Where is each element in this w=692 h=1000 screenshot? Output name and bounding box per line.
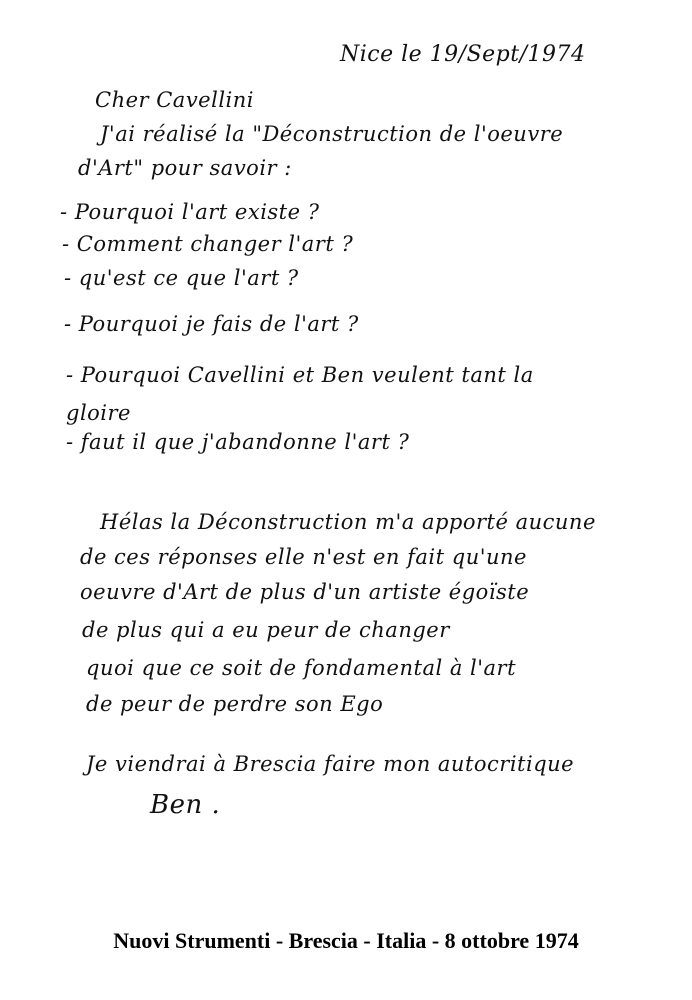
intro-line-1: J'ai réalisé la "Déconstruction de l'oeuvre bbox=[100, 122, 564, 146]
body-line: oeuvre d'Art de plus d'un artiste égoïste bbox=[80, 580, 530, 604]
body-line: Hélas la Déconstruction m'a apporté aucune bbox=[100, 510, 596, 534]
question-item: - qu'est ce que l'art ? bbox=[64, 266, 299, 290]
footer-caption: Nuovi Strumenti - Brescia - Italia - 8 ottobre 1974 bbox=[113, 928, 579, 953]
body-line: de ces réponses elle n'est en fait qu'une bbox=[80, 545, 527, 569]
salutation: Cher Cavellini bbox=[95, 88, 255, 112]
question-item: - Comment changer l'art ? bbox=[62, 232, 354, 256]
question-item: - Pourquoi je fais de l'art ? bbox=[64, 312, 359, 336]
question-item: - Pourquoi Cavellini et Ben veulent tant la gloire bbox=[66, 363, 534, 425]
question-item: - faut il que j'abandonne l'art ? bbox=[66, 430, 410, 454]
closing-line: Je viendrai à Brescia faire mon autocritique bbox=[86, 752, 575, 776]
letter-date: Nice le 19/Sept/1974 bbox=[340, 42, 586, 67]
body-line: de peur de perdre son Ego bbox=[86, 692, 384, 716]
body-line: quoi que ce soit de fondamental à l'art bbox=[86, 656, 517, 680]
intro-line-2: d'Art" pour savoir : bbox=[78, 156, 292, 180]
signature: Ben . bbox=[150, 790, 221, 820]
question-item: - Pourquoi l'art existe ? bbox=[60, 200, 320, 224]
body-line: de plus qui a eu peur de changer bbox=[82, 618, 450, 642]
